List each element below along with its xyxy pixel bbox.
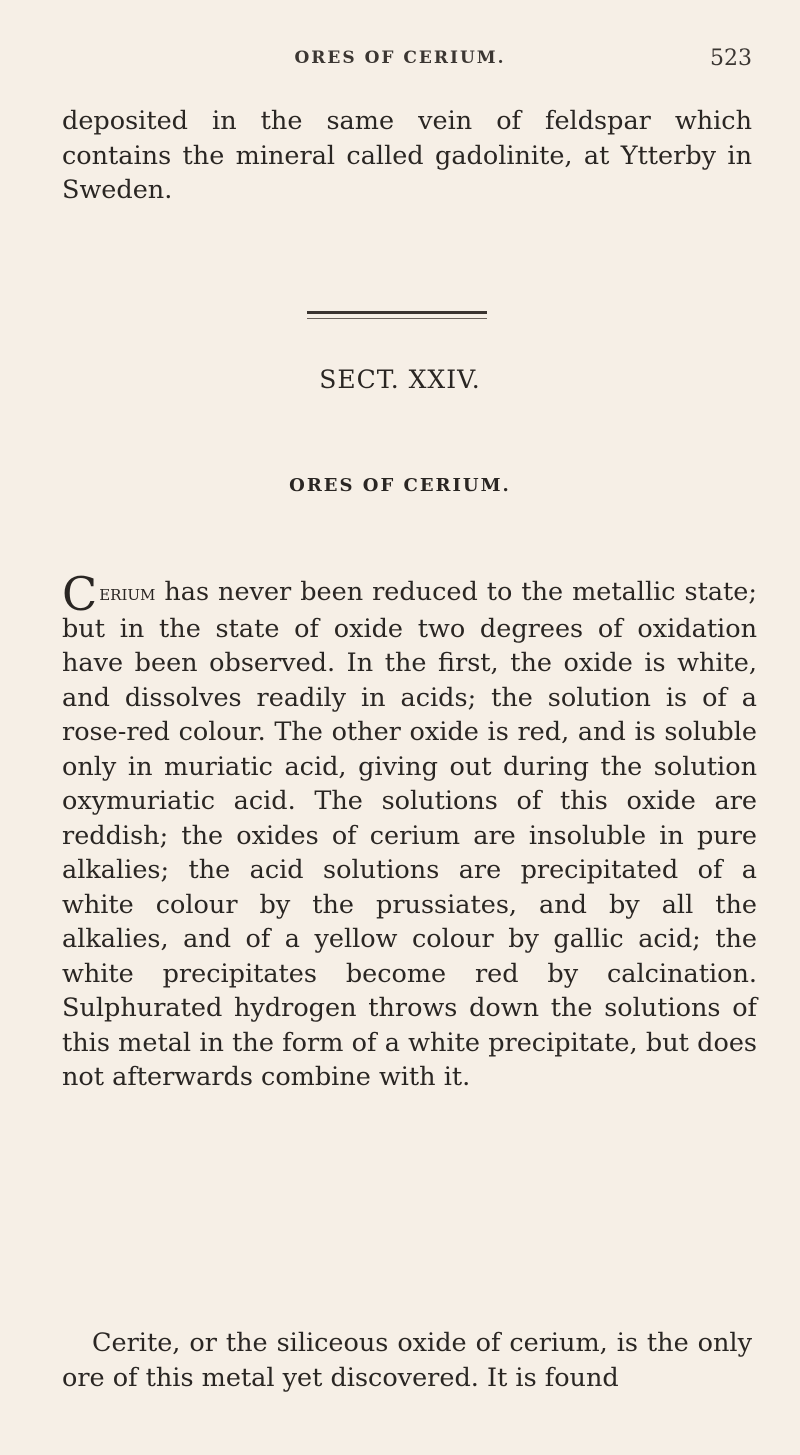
main-paragraph bbox=[62, 567, 757, 1095]
lead-word: erium bbox=[99, 581, 156, 606]
last-paragraph bbox=[62, 1326, 752, 1395]
main-paragraph-text bbox=[62, 567, 757, 1095]
running-head bbox=[0, 48, 800, 78]
section-divider-thin bbox=[307, 318, 487, 319]
section-number: SECT. XXIV. bbox=[319, 365, 481, 394]
main-paragraph-body: has never been reduced to the metallic state; but in the state of oxide two degrees of oxidation have been observed. In the first, the oxide is white, and dissolves readily in acids; the solution is of a rose-red colour. The other oxide is red, and is soluble only in muriatic acid, giving out during the solution oxymuriatic acid. The solutions of this oxide are reddish; the oxides of cerium are insoluble in pure alkalies; the acid solutions are precipitated of a white colour by the prussiates, and by all the alkalies, and of a yellow colour by gallic acid; the white precipitates become red by calcination. Sulphurated hydrogen throws down the solutions of this metal in the form of a white precipitate, but does not afterwards combine with it. bbox=[62, 577, 757, 1092]
drop-cap: C bbox=[62, 567, 98, 621]
running-title: ORES OF CERIUM. bbox=[294, 48, 506, 68]
last-paragraph-text: Cerite, or the siliceous oxide of cerium, is the only ore of this metal yet discovered. It is found bbox=[62, 1328, 752, 1393]
intro-paragraph bbox=[62, 104, 752, 208]
page-number: 523 bbox=[710, 46, 752, 71]
section-title: ORES OF CERIUM. bbox=[289, 475, 511, 496]
intro-paragraph-text: deposited in the same vein of feldspar which contains the mineral called gadolinite, at Ytterby in Sweden. bbox=[62, 106, 752, 205]
section-divider bbox=[307, 311, 487, 314]
